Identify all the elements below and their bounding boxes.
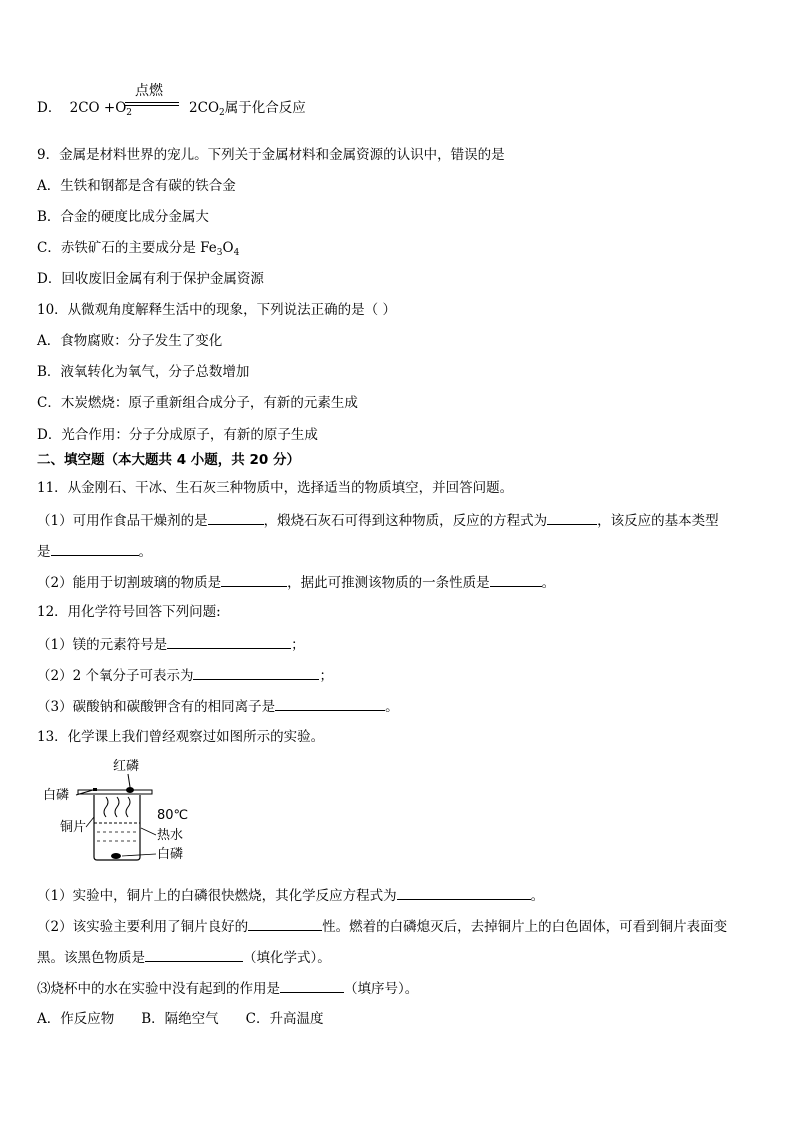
q9-option-d: D．回收废旧金属有利于保护金属资源 <box>37 271 264 287</box>
q13-options: A．作反应物 B．隔绝空气 C．升高温度 <box>37 1011 324 1027</box>
q13-stem: 13．化学课上我们曾经观察过如图所示的实验。 <box>37 729 325 745</box>
answer-blank[interactable] <box>280 978 344 993</box>
label-red-phosphorus: 红磷 <box>113 759 140 774</box>
q10-stem: 10．从微观角度解释生活中的现象，下列说法正确的是（ ） <box>37 302 396 318</box>
q8-option-d <box>37 80 357 125</box>
answer-blank[interactable] <box>397 885 531 900</box>
q13-part2: （2）该实验主要利用了铜片良好的 性。燃着的白磷熄灭后，去掉铜片上的白色固体，可看到铜片表面变 <box>37 916 727 936</box>
beaker-shape <box>94 795 140 860</box>
answer-blank[interactable] <box>167 634 291 649</box>
q10-option-b: B．液氧转化为氧气，分子总数增加 <box>37 364 250 380</box>
section-2-title: 二、填空题（本大题共 4 小题，共 20 分） <box>37 452 300 468</box>
q10-option-a: A．食物腐败：分子发生了变化 <box>37 333 223 349</box>
q13-part3: ⑶烧杯中的水在实验中没有起到的作用是 （填序号）。 <box>37 978 418 998</box>
label-hot-water: 热水 <box>157 828 184 843</box>
steam-shape <box>104 797 108 817</box>
answer-blank[interactable] <box>248 916 322 931</box>
answer-blank[interactable] <box>193 665 319 680</box>
answer-blank[interactable] <box>208 510 264 525</box>
label-white-phosphorus-top: 白磷 <box>43 788 70 803</box>
label-copper-sheet: 铜片 <box>60 820 87 835</box>
red-phosphorus-shape <box>126 787 134 793</box>
q11-part2: （2）能用于切割玻璃的物质是 ，据此可推测该物质的一条性质是 。 <box>37 572 555 592</box>
answer-blank[interactable] <box>221 572 287 587</box>
answer-blank[interactable] <box>490 572 542 587</box>
q11-part1: （1）可用作食品干燥剂的是 ，煅烧石灰石可得到这种物质，反应的方程式为 ，该反应的基本类型 <box>37 510 719 530</box>
q10-option-d: D．光合作用：分子分成原子，有新的原子生成 <box>37 427 318 443</box>
equation-text: D． $2CO +O_2$ $2CO_2$属于化合反应 <box>37 100 306 118</box>
q12-part1: （1）镁的元素符号是 ； <box>37 634 305 654</box>
q11-stem: 11．从金刚石、干冰、生石灰三种物质中，选择适当的物质填空，并回答问题。 <box>37 480 514 496</box>
q13-part1: （1）实验中，铜片上的白磷很快燃烧，其化学反应方程式为 。 <box>37 885 544 905</box>
answer-blank[interactable] <box>145 947 243 962</box>
q12-stem: 12．用化学符号回答下列问题: <box>37 604 221 620</box>
label-white-phosphorus-bottom: 白磷 <box>157 847 184 862</box>
q9-option-a: A．生铁和钢都是含有碳的铁合金 <box>37 178 236 194</box>
label-temperature: 80℃ <box>157 808 189 823</box>
answer-blank[interactable] <box>51 541 139 556</box>
reaction-condition: 点燃 <box>135 83 163 99</box>
q9-option-c: C．赤铁矿石的主要成分是 $Fe_3O_4$ <box>37 240 240 258</box>
q11-part1-cont: 是 。 <box>37 541 152 561</box>
q13-part2-cont: 黑。该黑色物质是 （填化学式）。 <box>37 947 331 967</box>
answer-blank[interactable] <box>547 510 597 525</box>
copper-sheet-shape <box>78 790 152 794</box>
white-phosphorus-top-shape <box>93 788 97 791</box>
q9-option-b: B．合金的硬度比成分金属大 <box>37 209 209 225</box>
q12-part3: （3）碳酸钠和碳酸钾含有的相同离子是 。 <box>37 696 399 716</box>
q12-part2: （2）2 个氧分子可表示为 ； <box>37 665 333 685</box>
white-phosphorus-bottom-shape <box>111 853 121 859</box>
q9-stem: 9．金属是材料世界的宠儿。下列关于金属材料和金属资源的认识中，错误的是 <box>37 147 505 163</box>
experiment-diagram <box>40 757 200 865</box>
q10-option-c: C．木炭燃烧：原子重新组合成分子，有新的元素生成 <box>37 395 358 411</box>
answer-blank[interactable] <box>275 696 385 711</box>
